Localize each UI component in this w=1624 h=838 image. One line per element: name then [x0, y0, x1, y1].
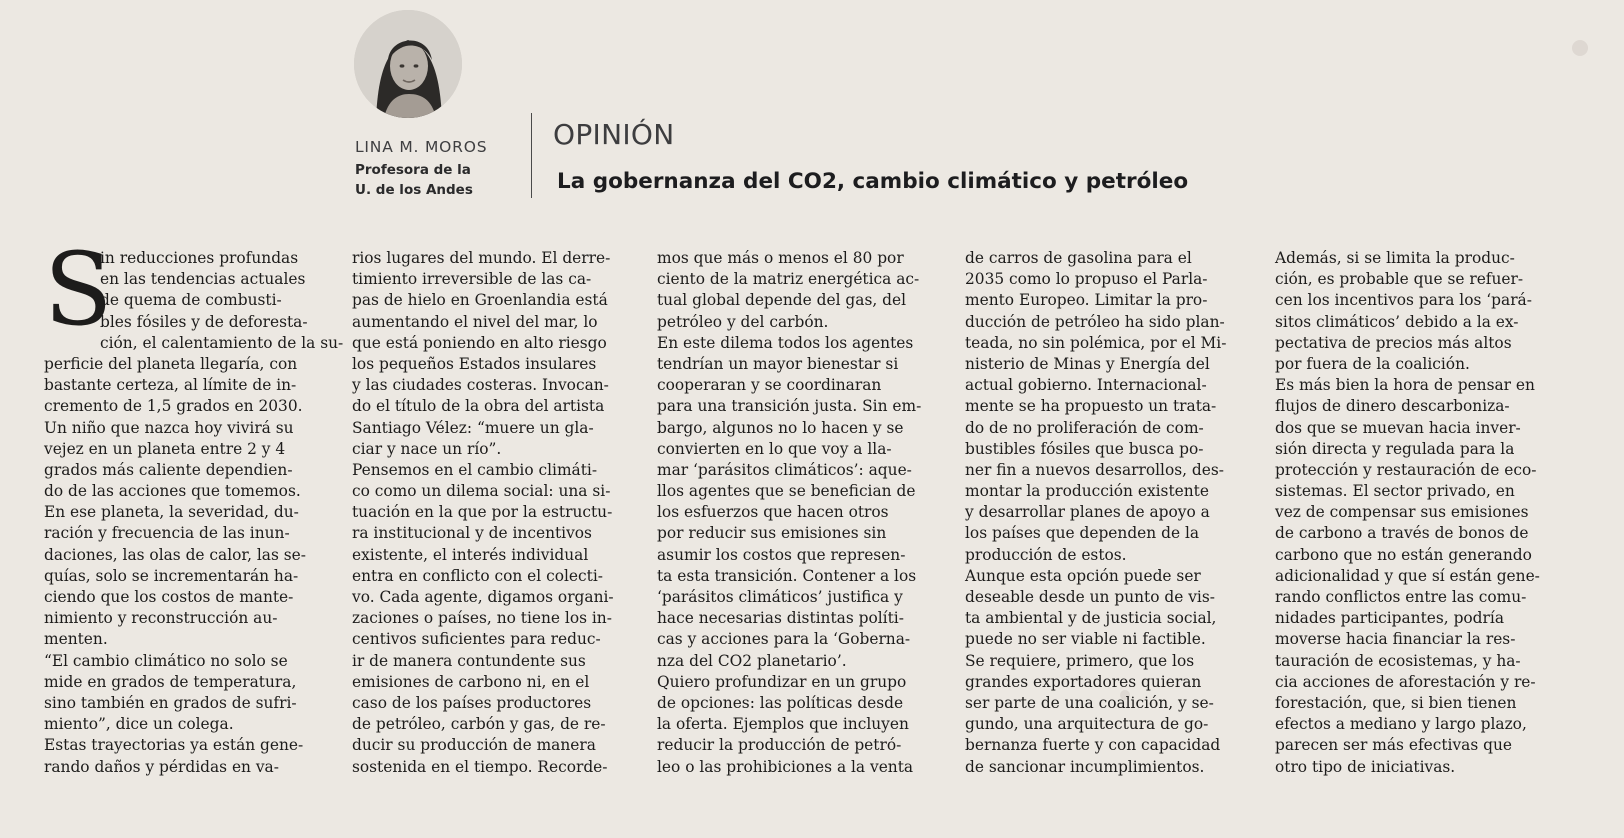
body-text-line: forestación, que, si bien tienen: [1275, 693, 1517, 712]
body-text-line: sión directa y regulada para la: [1275, 439, 1515, 458]
body-text-line: tauración de ecosistemas, y ha-: [1275, 651, 1521, 670]
author-photo: [354, 10, 462, 118]
body-text-line: sostenida en el tiempo. Recorde-: [352, 757, 608, 776]
body-text-line: ciar y nace un río”.: [352, 439, 502, 458]
body-text-line: asumir los costos que represen-: [657, 545, 906, 564]
paper-stain: [1572, 40, 1588, 56]
body-text-line: tual global depende del gas, del: [657, 291, 907, 310]
body-text-line: ta esta transición. Contener a los: [657, 566, 917, 585]
body-text-line: sitos climáticos’ debido a la ex-: [1275, 312, 1519, 331]
body-text-line: Aunque esta opción puede ser: [965, 566, 1201, 585]
body-text-line: ducción de petróleo ha sido plan-: [965, 312, 1225, 331]
article-column-2: [352, 248, 614, 778]
body-text-line: convierten en lo que voy a lla-: [657, 439, 892, 458]
body-text-line: dos que se muevan hacia inver-: [1275, 418, 1521, 437]
body-text-line: sino también en grados de sufri-: [44, 693, 297, 712]
body-text-line: carbono que no están generando: [1275, 545, 1532, 564]
body-text-line: centivos suficientes para reduc-: [352, 630, 601, 649]
section-label: OPINIÓN: [553, 118, 675, 151]
body-text-line: ración y frecuencia de las inun-: [44, 524, 290, 543]
author-portrait-icon: [354, 10, 462, 118]
body-text-line: ducir su producción de manera: [352, 736, 596, 755]
body-text-line: deseable desde un punto de vis-: [965, 588, 1215, 606]
body-text-line: vez de compensar sus emisiones: [1275, 503, 1529, 522]
body-text-line: montar la producción existente: [965, 482, 1209, 501]
drop-cap: S: [44, 231, 113, 348]
body-text-line: gundo, una arquitectura de go-: [965, 715, 1209, 734]
body-text-line: mide en grados de temperatura,: [44, 672, 297, 691]
body-text-line: pas de hielo en Groenlandia está: [352, 291, 608, 310]
body-text-line: de carbono a través de bonos de: [1275, 524, 1529, 543]
body-text-line: efectos a mediano y largo plazo,: [1275, 715, 1527, 734]
body-text-line: En este dilema todos los agentes: [657, 333, 914, 352]
body-text-line: ción, el calentamiento de la su-: [100, 333, 344, 352]
body-text-line: mos que más o menos el 80 por: [657, 249, 904, 267]
body-text-line: parecen ser más efectivas que: [1275, 736, 1513, 755]
body-text-line: mente se ha propuesto un trata-: [965, 397, 1217, 416]
body-text-line: los países que dependen de la: [965, 524, 1200, 543]
body-text-line: grandes exportadores quieran: [965, 672, 1202, 691]
author-role-line: Profesora de la: [355, 162, 471, 178]
body-text-line: sistemas. El sector privado, en: [1275, 482, 1515, 501]
body-text-line: moverse hacia financiar la res-: [1275, 630, 1516, 649]
body-text-line: nimiento y reconstrucción au-: [44, 609, 278, 628]
body-text-line: rando conflictos entre las comu-: [1275, 588, 1527, 606]
author-name: LINA M. MOROS: [355, 138, 488, 156]
body-text-line: daciones, las olas de calor, las se-: [44, 545, 306, 564]
body-text-line: bargo, algunos no lo hacen y se: [657, 418, 904, 437]
body-text-line: tuación en la que por la estructu-: [352, 503, 613, 522]
body-text-line: perficie del planeta llegaría, con: [44, 354, 298, 373]
body-text-line: teada, no sin polémica, por el Mi-: [965, 333, 1227, 352]
body-text-line: bernanza fuerte y con capacidad: [965, 736, 1221, 755]
body-text-line: leo o las prohibiciones a la venta: [657, 757, 914, 776]
body-text-line: los pequeños Estados insulares: [352, 354, 597, 373]
body-text-line: do de no proliferación de com-: [965, 418, 1204, 437]
body-text-line: y desarrollar planes de apoyo a: [965, 503, 1210, 522]
body-text-line: petróleo y del carbón.: [657, 312, 829, 331]
body-text-line: vo. Cada agente, digamos organi-: [352, 588, 614, 606]
body-text-line: ciendo que los costos de mante-: [44, 588, 294, 606]
author-role: [355, 160, 515, 200]
body-text-line: de carros de gasolina para el: [965, 249, 1192, 267]
article-column-3: [657, 248, 921, 778]
body-text-line: 2035 como lo propuso el Parla-: [965, 270, 1208, 289]
body-text-line: entra en conflicto con el colecti-: [352, 566, 603, 585]
body-text-line: de quema de combusti-: [100, 291, 282, 310]
author-role-line: U. de los Andes: [355, 182, 473, 198]
body-text-line: ción, es probable que se refuer-: [1275, 270, 1524, 289]
body-text-line: emisiones de carbono ni, en el: [352, 672, 590, 691]
body-text-line: protección y restauración de eco-: [1275, 460, 1537, 479]
body-text-line: bles fósiles y de deforesta-: [100, 312, 308, 331]
body-text-line: ‘parásitos climáticos’ justifica y: [657, 588, 903, 606]
body-text-line: aumentando el nivel del mar, lo: [352, 312, 598, 331]
body-text-line: grados más caliente dependien-: [44, 460, 293, 479]
article-column-4: [965, 248, 1226, 778]
body-text-line: do de las acciones que tomemos.: [44, 482, 301, 501]
headline: La gobernanza del CO2, cambio climático y petróleo: [557, 169, 1189, 194]
body-text-line: cremento de 1,5 grados en 2030.: [44, 397, 303, 416]
body-text-line: Es más bien la hora de pensar en: [1275, 376, 1535, 395]
body-text-line: caso de los países productores: [352, 693, 592, 712]
body-text-line: cen los incentivos para los ‘pará-: [1275, 291, 1532, 310]
body-text-line: mento Europeo. Limitar la pro-: [965, 291, 1208, 310]
body-text-line: en las tendencias actuales: [100, 270, 306, 289]
article-column-5: [1275, 248, 1540, 778]
body-text-line: ner fin a nuevos desarrollos, des-: [965, 460, 1224, 479]
body-text-line: Santiago Vélez: “muere un gla-: [352, 418, 594, 437]
body-text-line: Estas trayectorias ya están gene-: [44, 736, 304, 755]
body-text-line: ra institucional y de incentivos: [352, 524, 592, 543]
body-text-line: rando daños y pérdidas en va-: [44, 757, 279, 776]
body-text-line: la oferta. Ejemplos que incluyen: [657, 715, 909, 734]
body-text-line: otro tipo de iniciativas.: [1275, 757, 1456, 776]
body-text-line: llos agentes que se benefician de: [657, 482, 916, 501]
body-text-line: Además, si se limita la produc-: [1275, 249, 1515, 267]
body-text-line: nidades participantes, podría: [1275, 609, 1504, 628]
article-column-1: [44, 231, 344, 778]
body-text-line: Quiero profundizar en un grupo: [657, 672, 907, 691]
body-text-line: de opciones: las políticas desde: [657, 693, 904, 712]
body-text-line: bastante certeza, al límite de in-: [44, 376, 297, 395]
body-text-line: de petróleo, carbón y gas, de re-: [352, 715, 606, 734]
body-text-line: do el título de la obra del artista: [352, 397, 605, 416]
body-text-line: nza del CO2 planetario’.: [657, 651, 847, 670]
body-text-line: actual gobierno. Internacional-: [965, 376, 1207, 395]
body-text-line: cas y acciones para la ‘Goberna-: [657, 630, 911, 649]
body-text-line: miento”, dice un colega.: [44, 715, 234, 734]
body-text-line: de sancionar incumplimientos.: [965, 757, 1205, 776]
body-text-line: cooperaran y se coordinaran: [657, 376, 882, 395]
body-text-line: Un niño que nazca hoy vivirá su: [44, 418, 294, 437]
body-text-line: Pensemos en el cambio climáti-: [352, 460, 598, 479]
body-text-line: y las ciudades costeras. Invocan-: [352, 376, 609, 395]
bleed-through-texture-left: [0, 0, 330, 250]
body-text-line: “El cambio climático no solo se: [44, 651, 288, 670]
body-text-line: pectativa de precios más altos: [1275, 333, 1512, 352]
body-text-line: Se requiere, primero, que los: [965, 651, 1195, 670]
body-text-line: por reducir sus emisiones sin: [657, 524, 887, 543]
body-text-line: bustibles fósiles que busca po-: [965, 439, 1204, 458]
body-text-line: rios lugares del mundo. El derre-: [352, 249, 611, 267]
body-text-line: co como un dilema social: una si-: [352, 482, 611, 501]
body-text-line: zaciones o países, no tiene los in-: [352, 609, 612, 628]
body-text-line: ser parte de una coalición, y se-: [965, 693, 1214, 712]
body-text-line: los esfuerzos que hacen otros: [657, 503, 889, 522]
body-text-line: hace necesarias distintas políti-: [657, 609, 904, 628]
body-text-line: reducir la producción de petró-: [657, 736, 902, 755]
bleed-through-texture-right: [640, 0, 1624, 230]
body-text-line: vejez en un planeta entre 2 y 4: [44, 439, 286, 458]
body-text-line: puede no ser viable ni factible.: [965, 630, 1206, 649]
body-text-line: menten.: [44, 630, 108, 649]
body-text-line: cia acciones de aforestación y re-: [1275, 672, 1536, 691]
body-text-line: por fuera de la coalición.: [1275, 354, 1470, 373]
body-text-line: nisterio de Minas y Energía del: [965, 354, 1210, 373]
body-text-line: ir de manera contundente sus: [352, 651, 586, 670]
body-text-line: tendrían un mayor bienestar si: [657, 354, 899, 373]
header-divider: [531, 113, 532, 198]
body-text-line: timiento irreversible de las ca-: [352, 270, 592, 289]
body-text-line: adicionalidad y que sí están gene-: [1275, 566, 1540, 585]
body-text-line: para una transición justa. Sin em-: [657, 397, 922, 416]
body-text-line: ta ambiental y de justicia social,: [965, 609, 1217, 628]
body-text-line: quías, solo se incrementarán ha-: [44, 566, 299, 585]
body-text-line: En ese planeta, la severidad, du-: [44, 503, 299, 522]
body-text-line: ciento de la matriz energética ac-: [657, 270, 920, 289]
body-text-line: que está poniendo en alto riesgo: [352, 333, 607, 352]
body-text-line: existente, el interés individual: [352, 545, 589, 564]
body-text-line: producción de estos.: [965, 545, 1127, 564]
body-text-line: flujos de dinero descarboniza-: [1275, 397, 1510, 416]
body-text-line: in reducciones profundas: [100, 249, 299, 267]
body-text-line: mar ‘parásitos climáticos’: aque-: [657, 460, 912, 479]
